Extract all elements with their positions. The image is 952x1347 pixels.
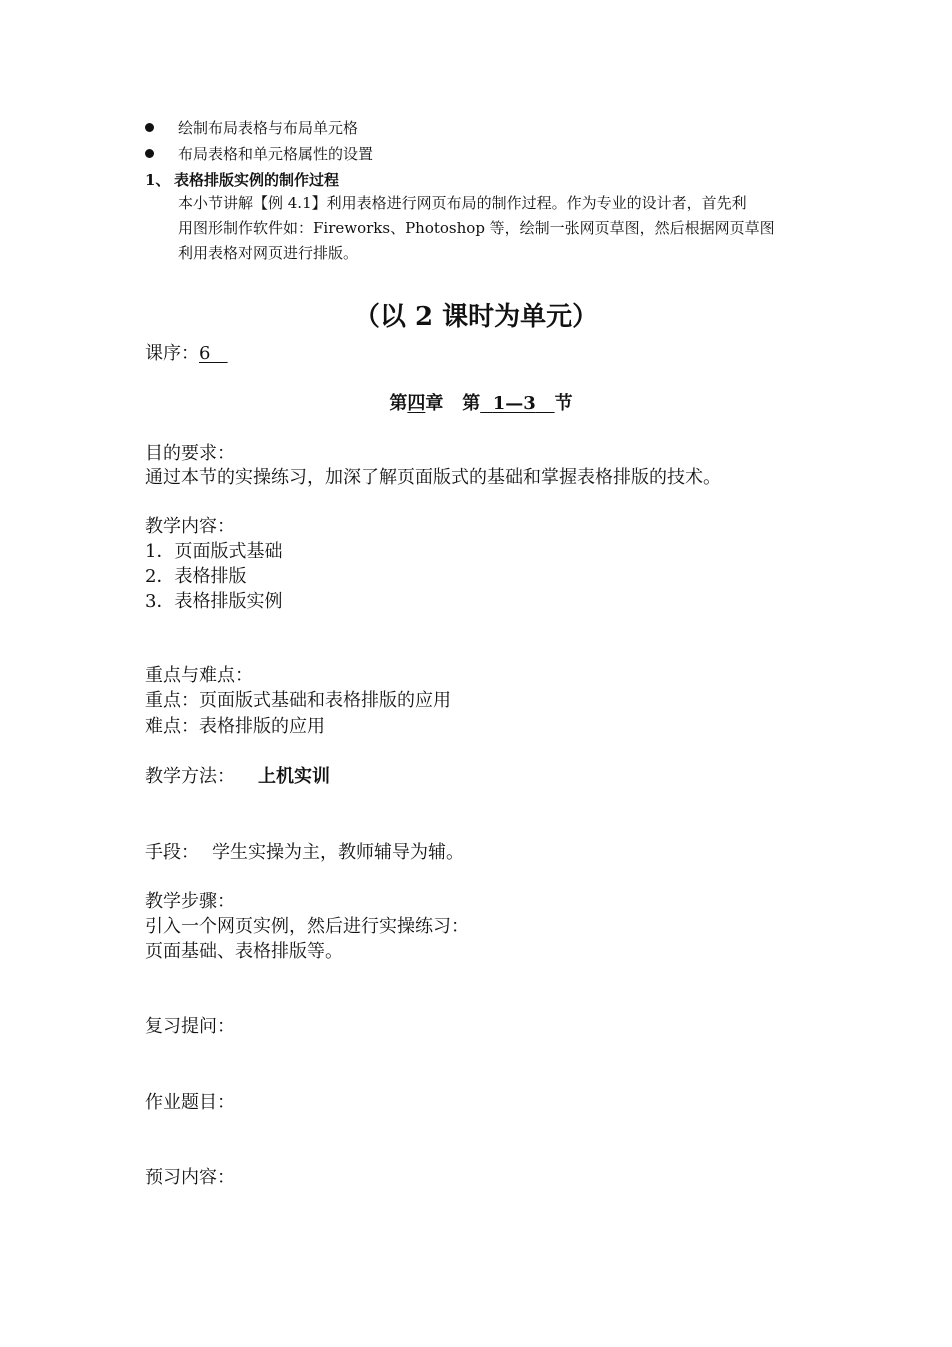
key-point: 重点：页面版式基础和表格排版的应用 bbox=[145, 690, 451, 711]
unit-title: （以 2 课时为单元） bbox=[353, 302, 599, 332]
section-heading: 表格排版实例的制作过程 bbox=[174, 171, 340, 189]
objectives-label: 目的要求： bbox=[145, 443, 235, 464]
objectives-text: 通过本节的实操练习，加深了解页面版式的基础和掌握表格排版的技术。 bbox=[145, 467, 721, 488]
content-label: 教学内容： bbox=[145, 516, 235, 537]
content-item: 2．表格排版 bbox=[145, 566, 247, 587]
bullet-dot-icon bbox=[145, 123, 154, 132]
paragraph-line: 利用表格对网页进行排版。 bbox=[178, 244, 359, 262]
chapter-line: 第四章 第 1—3 节 bbox=[389, 393, 573, 414]
section-heading-number: 1、 bbox=[145, 171, 171, 189]
paragraph-line: 用图形制作软件如：Fireworks、Photoshop 等，绘制一张网页草图，然后根据网页草图 bbox=[178, 219, 775, 237]
steps-line: 页面基础、表格排版等。 bbox=[145, 941, 343, 962]
content-item: 1．页面版式基础 bbox=[145, 541, 283, 562]
difficult-point: 难点：表格排版的应用 bbox=[145, 716, 325, 737]
paragraph-line: 本小节讲解【例 4.1】利用表格进行网页布局的制作过程。作为专业的设计者，首先利 bbox=[178, 194, 747, 212]
bullet-item: 绘制布局表格与布局单元格 bbox=[178, 119, 359, 137]
bullet-item: 布局表格和单元格属性的设置 bbox=[178, 145, 374, 163]
review-label: 复习提问： bbox=[145, 1016, 235, 1037]
means-value: 学生实操为主，教师辅导为辅。 bbox=[212, 842, 464, 863]
method-value: 上机实训 bbox=[258, 766, 330, 787]
content-item: 3．表格排版实例 bbox=[145, 591, 283, 612]
homework-label: 作业题目： bbox=[145, 1092, 235, 1113]
method-label: 教学方法： bbox=[145, 766, 235, 787]
lesson-row bbox=[145, 343, 228, 365]
lesson-label: 课序： bbox=[145, 343, 199, 364]
means-label: 手段： bbox=[145, 842, 199, 863]
preview-label: 预习内容： bbox=[145, 1167, 235, 1188]
key-points-label: 重点与难点： bbox=[145, 665, 253, 686]
chapter-number: 四 bbox=[407, 393, 426, 414]
lesson-number: 6 bbox=[199, 343, 211, 364]
steps-line: 引入一个网页实例，然后进行实操练习： bbox=[145, 916, 469, 937]
bullet-dot-icon bbox=[145, 149, 154, 158]
section-range: 1—3 bbox=[492, 393, 536, 414]
steps-label: 教学步骤： bbox=[145, 891, 235, 912]
